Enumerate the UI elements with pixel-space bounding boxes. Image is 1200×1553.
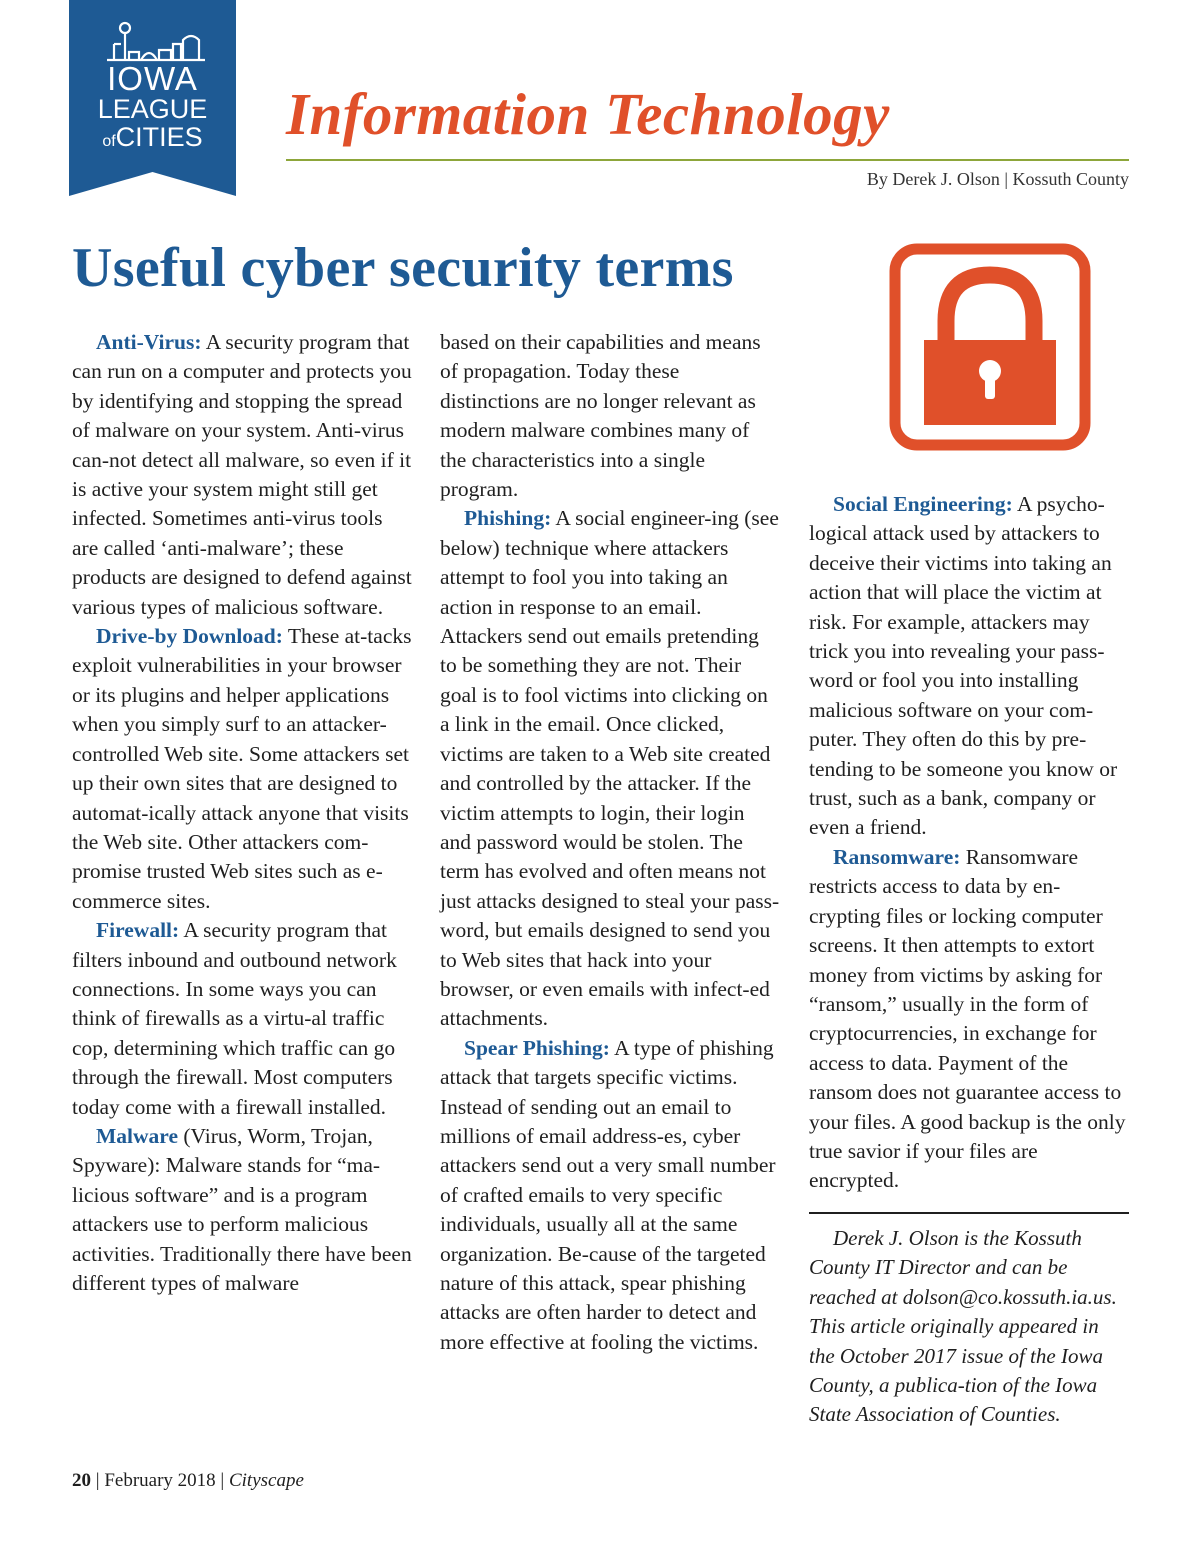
logo-line-iowa: IOWA xyxy=(107,60,198,97)
author-bio: Derek J. Olson is the Kossuth County IT Director and can be reached at dolson@co.kossuth.ia.us. This article originally appeared in the October 2017 issue of the Iowa County, a publica-tion of the Iowa State Association of Counties. xyxy=(809,1226,1117,1427)
term-definition: Ransomware restricts access to data by en-crypting files or locking computer screens. It then attempts to extort money from victims by asking for “ransom,” usually in the form of cryptocurrencies, in exchange for access to data. Payment of the ransom does not guarantee access to your files. A good backup is the only true savior if your files are encrypted. xyxy=(809,844,1126,1193)
term-heading: Ransomware: xyxy=(833,844,961,869)
byline: By Derek J. Olson | Kossuth County xyxy=(866,169,1129,189)
term-spear-phishing xyxy=(440,1034,780,1357)
term-definition: A psycho-logical attack used by attackers to deceive their victims into taking an action that will place the victim at risk. For example, attackers may trick you into revealing your pass-word or fool you into installing malicious software on your com-puter. They often do this by pre-tending to be someone you know or trust, such as a bank, company or even a friend. xyxy=(809,492,1118,840)
term-heading: Malware xyxy=(96,1123,178,1148)
logo-wordmark xyxy=(69,62,236,151)
term-definition: A security program that can run on a computer and protects you by identifying and stopping the spread of malware on your system. Anti-virus can-not detect all malware, so even if it is active your system might still get infected. Sometimes anti-virus tools are called ‘anti-malware’; these products are designed to defend against various types of malicious software. xyxy=(72,330,412,619)
term-definition: A security program that filters inbound and outbound network connections. In some ways you can think of firewalls as a virtu-al traffic cop, determining which traffic can go through the firewall. Most computers today come with a firewall installed. xyxy=(72,918,397,1119)
logo-line-league: LEAGUE xyxy=(97,94,208,124)
term-ransomware xyxy=(809,843,1129,1196)
page-number: 20 xyxy=(72,1470,91,1491)
term-heading: Drive-by Download: xyxy=(96,624,283,649)
section-title: Information Technology xyxy=(286,81,890,147)
term-social-engineering xyxy=(809,490,1129,843)
footer-separator: | xyxy=(95,1470,105,1491)
logo-cities: CITIES xyxy=(115,122,203,152)
term-malware xyxy=(72,1122,412,1298)
term-heading: Phishing: xyxy=(464,506,552,531)
logo-line-cities xyxy=(69,124,236,151)
page-footer xyxy=(72,1470,304,1492)
issue-date: February 2018 xyxy=(104,1470,216,1491)
term-malware-continued: based on their capabilities and means of propagation. Today these distinctions are no longer relevant as modern malware combines many of the characteristics into a single program. xyxy=(440,330,761,502)
term-heading: Anti-Virus: xyxy=(96,330,202,354)
term-heading: Spear Phishing: xyxy=(464,1035,610,1060)
logo-of: of xyxy=(102,133,116,150)
article-column-3 xyxy=(809,490,1129,1196)
bio-divider xyxy=(809,1212,1129,1214)
lock-icon xyxy=(889,243,1091,451)
term-firewall xyxy=(72,916,412,1122)
term-definition: These at-tacks exploit vulnerabilities in your browser or its plugins and helper applications when you simply surf to an attacker-controlled Web site. Some attackers set up their own sites that are designed to automat-ically attack anyone that visits the Web site. Other attackers com-promise trusted Web sites such as e-commerce sites. xyxy=(72,624,412,913)
term-phishing xyxy=(440,504,780,1033)
article-column-1 xyxy=(72,328,412,1298)
footer-separator: | xyxy=(220,1470,229,1491)
magazine-name: Cityscape xyxy=(228,1470,304,1491)
term-anti-virus xyxy=(72,328,412,622)
term-definition: (Virus, Worm, Trojan, Spyware): Malware stands for “ma-licious software” and is a program attackers use to perform malicious activities. Traditionally there have been different types of malware xyxy=(72,1123,412,1295)
term-definition: A type of phishing attack that targets specific victims. Instead of sending out an email to millions of email address-es, cyber attackers send out a very small number of crafted emails to very specific individuals, usually all at the same organization. Be-cause of the targeted nature of this attack, spear phishing attacks are often harder to detect and more effective at fooling the victims. xyxy=(440,1035,776,1354)
section-divider xyxy=(286,159,1129,161)
article-column-2 xyxy=(440,328,780,1357)
term-heading: Social Engineering: xyxy=(833,492,1013,516)
term-heading: Firewall: xyxy=(96,918,180,943)
term-drive-by-download xyxy=(72,622,412,916)
term-definition: A social engineer-ing (see below) technique where attackers attempt to fool you into taking an action in response to an email. Attackers send out emails pretending to be something they are not. Their goal is to fool victims into clicking on a link in the email. Once clicked, victims are taken to a Web site created and controlled by the attacker. If the victim attempts to login, their login and password would be stolen. The term has evolved and often means not just attacks designed to steal your pass-word, but emails designed to send you to Web sites that hack into your browser, or even emails with infect-ed attachments. xyxy=(440,506,780,1031)
article-headline: Useful cyber security terms xyxy=(72,237,734,299)
